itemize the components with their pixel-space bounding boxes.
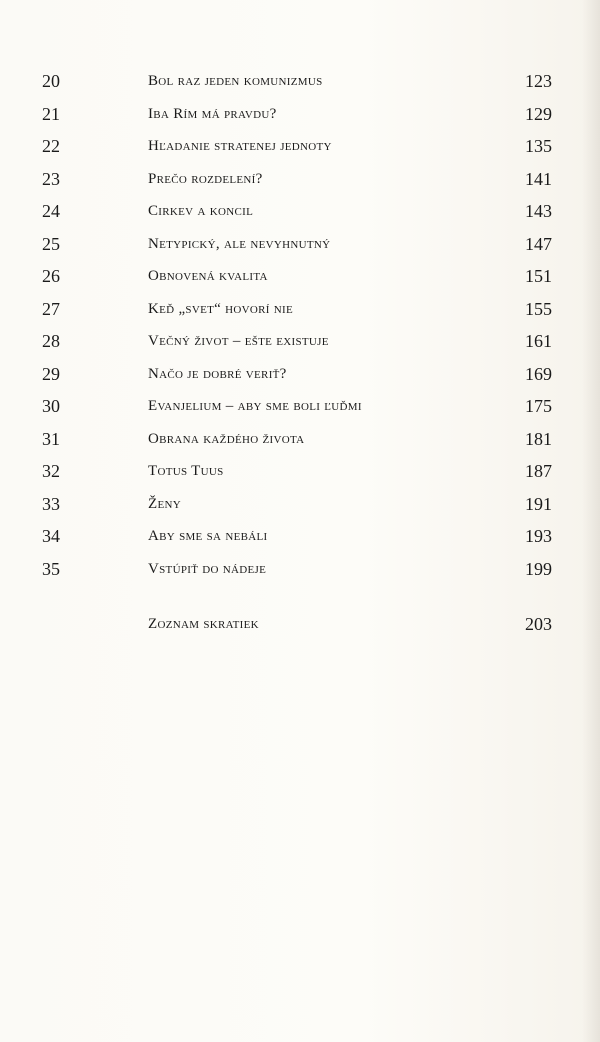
toc-entry (0, 521, 600, 551)
toc-entry (0, 359, 600, 389)
toc-entry (0, 456, 600, 486)
toc-entry (0, 261, 600, 291)
page-number: 151 (525, 266, 552, 286)
toc-entry (0, 489, 600, 519)
page-number: 135 (525, 136, 552, 156)
page-number: 129 (525, 103, 552, 124)
chapter-number: 33 (42, 493, 60, 514)
toc-entry (0, 326, 600, 356)
chapter-title: Obrana každého života (148, 430, 305, 447)
toc-entry (0, 391, 600, 421)
toc-entry (0, 131, 600, 161)
chapter-number: 25 (42, 233, 60, 254)
chapter-number: 30 (42, 396, 60, 416)
page-number: 147 (525, 233, 552, 254)
toc-entry (0, 554, 600, 584)
chapter-title: Netypický, ale nevyhnutný (148, 235, 331, 252)
toc-entry-appendix (0, 609, 600, 639)
chapter-title: Ženy (148, 495, 181, 512)
page-number: 161 (525, 331, 552, 351)
chapter-number: 23 (42, 168, 60, 189)
chapter-title: Obnovená kvalita (148, 268, 268, 284)
chapter-title: Iba Rím má pravdu? (148, 105, 277, 122)
page-number: 169 (525, 363, 552, 384)
chapter-number: 32 (42, 461, 60, 481)
chapter-title: Keď „svet“ hovorí nie (148, 300, 293, 317)
appendix-title: Zoznam skratiek (148, 616, 259, 632)
chapter-number: 22 (42, 136, 60, 156)
chapter-title: Bol raz jeden komunizmus (148, 73, 323, 89)
page-number: 141 (525, 168, 552, 189)
chapter-number: 26 (42, 266, 60, 286)
chapter-title: Totus Tuus (148, 463, 224, 479)
chapter-number: 27 (42, 298, 60, 319)
chapter-number: 28 (42, 331, 60, 351)
toc-entry (0, 294, 600, 324)
toc-entry (0, 424, 600, 454)
toc-entry (0, 99, 600, 129)
page-number: 143 (525, 201, 552, 221)
chapter-title: Načo je dobré veriť? (148, 365, 287, 382)
page-number: 191 (525, 493, 552, 514)
chapter-title: Prečo rozdelení? (148, 170, 263, 187)
chapter-title: Cirkev a koncil (148, 203, 254, 219)
chapter-title: Hľadanie stratenej jednoty (148, 138, 332, 154)
toc-entry (0, 164, 600, 194)
page-number: 203 (525, 614, 552, 634)
chapter-title: Aby sme sa nebáli (148, 528, 268, 544)
page-number: 123 (525, 71, 552, 91)
chapter-number: 21 (42, 103, 60, 124)
page-number: 193 (525, 526, 552, 546)
page-number: 175 (525, 396, 552, 416)
chapter-title: Večný život – ešte existuje (148, 333, 329, 349)
chapter-number: 24 (42, 201, 60, 221)
chapter-number: 20 (42, 71, 60, 91)
page-number: 181 (525, 428, 552, 449)
page-number: 199 (525, 558, 552, 579)
chapter-title: Evanjelium – aby sme boli ľuďmi (148, 398, 362, 414)
chapter-number: 35 (42, 558, 60, 579)
chapter-number: 34 (42, 526, 60, 546)
page-number: 155 (525, 298, 552, 319)
page-number: 187 (525, 461, 552, 481)
chapter-number: 31 (42, 428, 60, 449)
toc-entry (0, 229, 600, 259)
toc-entry (0, 66, 600, 96)
chapter-number: 29 (42, 363, 60, 384)
chapter-title: Vstúpiť do nádeje (148, 560, 267, 577)
toc-entry (0, 196, 600, 226)
